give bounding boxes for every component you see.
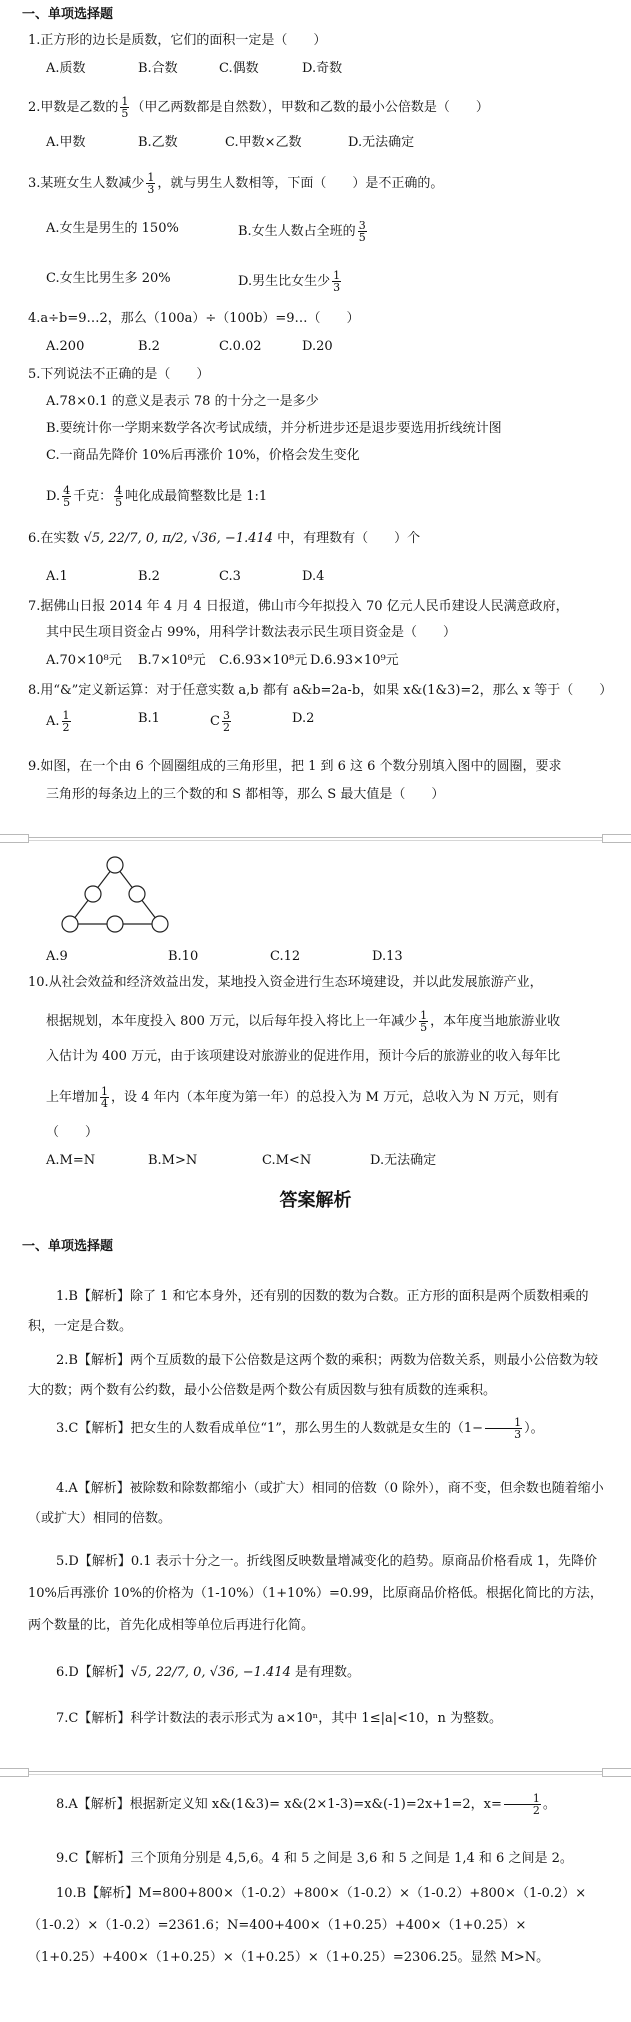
q1-option-d: D.奇数	[302, 61, 343, 76]
circle-node	[62, 916, 78, 932]
fraction: $\frac{1}{5}$	[121, 95, 129, 120]
q2-option-d: D.无法确定	[348, 135, 415, 150]
q2-option-a: A.甲数	[46, 135, 86, 150]
answer-title: 答案解析	[279, 1190, 352, 1211]
q6-option-d: D.4	[302, 569, 325, 584]
question-1: 1.正方形的边长是质数，它们的面积一定是（ ）	[28, 33, 327, 48]
q8-option-a: A. $\frac{1}{2}$	[46, 709, 70, 734]
q4-option-a: A.200	[46, 339, 85, 354]
q7-option-c: C.6.93×10⁸元	[219, 653, 308, 668]
page-break	[0, 834, 631, 842]
q4-option-c: C.0.02	[219, 339, 262, 354]
question-10-line-4: 上年增加 $\frac{1}{4}$ ，设 4 年内（本年度为第一年）的总投入为 M 万元，总收入为 N 万元，则有	[46, 1085, 559, 1110]
question-10-line-3: 入估计为 400 万元，由于该项建设对旅游业的促进作用，预计今后的旅游业的收入每年比	[46, 1049, 561, 1064]
question-5: 5.下列说法不正确的是（ ）	[28, 367, 210, 382]
answer-4: 4.A【解析】被除数和除数都缩小（或扩大）相同的倍数（0 除外），商不变，但余数也随着缩小（或扩大）相同的倍数。	[28, 1481, 604, 1526]
question-9-line-2: 三角形的每条边上的三个数的和 S 都相等，那么 S 最大值是（ ）	[46, 787, 445, 802]
circle-node	[107, 916, 123, 932]
answer-10: 10.B【解析】M=800+800×（1-0.2）+800×（1-0.2）×（1-0.2）+800×（1-0.2）×（1-0.2）×（1-0.2）=2361.6；N=400+400×（1+0.25）+400×（1+0.25）×（1+0.25）+400×（1+0.25）×（1+0.25）×（1+0.25）=2306.25。显然 M>N。	[28, 1886, 587, 1965]
answer-2: 2.B【解析】两个互质数的最下公倍数是这两个数的乘积；两数为倍数关系，则最小公倍数为较大的数；两个数有公约数，最小公倍数是两个数公有质因数与独有质数的连乘积。	[28, 1353, 598, 1398]
q3-option-a: A.女生是男生的 150%	[46, 221, 179, 236]
q8-option-d: D.2	[292, 711, 315, 726]
answer-9: 9.C【解析】三个顶角分别是 4,5,6。4 和 5 之间是 3,6 和 5 之间是 1,4 和 6 之间是 2。	[56, 1851, 573, 1866]
circle-node	[107, 857, 123, 873]
q3-option-d: D.男生比女生少 $\frac{1}{3}$	[238, 269, 341, 294]
fraction: $\frac{3}{2}$	[222, 709, 230, 734]
q3-option-b: B.女生人数占全班的 $\frac{3}{5}$	[238, 219, 366, 244]
question-8: 8.用“&”定义新运算：对于任意实数 a,b 都有 a&b=2a-b，如果 x&(1&3)=2，那么 x 等于（ ）	[28, 683, 613, 698]
q2-option-c: C.甲数×乙数	[225, 135, 302, 150]
question-9-line-1: 9.如图，在一个由 6 个圆圈组成的三角形里，把 1 到 6 这 6 个数分别填入图中的圆圈，要求	[28, 759, 562, 774]
fraction: $\frac{1}{3}$	[147, 171, 155, 196]
triangle-circles-figure	[60, 856, 170, 936]
q7-option-d: D.6.93×10⁹元	[310, 653, 399, 668]
question-3: 3.某班女生人数减少 $\frac{1}{3}$ ，就与男生人数相等，下面（ ）是不正确的。	[28, 171, 444, 196]
q7-option-b: B.7×10⁸元	[138, 653, 206, 668]
q1-option-c: C.偶数	[219, 61, 259, 76]
q9-option-d: D.13	[372, 949, 403, 964]
answer-7: 7.C【解析】科学计数法的表示形式为 a×10ⁿ，其中 1≤|a|<10，n 为整数。	[56, 1711, 503, 1726]
q5-option-c: C.一商品先降价 10%后再涨价 10%，价格会发生变化	[46, 448, 360, 463]
question-2: 2.甲数是乙数的 $\frac{1}{5}$ （甲乙两数都是自然数），甲数和乙数的最小公倍数是（ ）	[28, 95, 489, 120]
circle-node	[129, 886, 145, 902]
answer-section-heading: 一、单项选择题	[22, 1239, 114, 1254]
circle-node	[152, 916, 168, 932]
question-7-line-2: 其中民生项目资金占 99%，用科学计数法表示民生项目资金是（ ）	[46, 625, 457, 640]
q10-option-b: B.M>N	[148, 1153, 198, 1168]
q10-option-d: D.无法确定	[370, 1153, 437, 1168]
question-6: 6.在实数 √5, 22/7, 0, π/2, √36, −1.414 中，有理数有（ ）个	[28, 531, 421, 546]
fraction: $\frac{1}{4}$	[101, 1085, 109, 1110]
q6-option-c: C.3	[219, 569, 241, 584]
q5-option-a: A.78×0.1 的意义是表示 78 的十分之一是多少	[46, 394, 319, 409]
q1-option-b: B.合数	[138, 61, 178, 76]
q2-option-b: B.乙数	[138, 135, 178, 150]
q4-option-d: D.20	[302, 339, 333, 354]
q8-option-c: C $\frac{3}{2}$	[210, 709, 230, 734]
q7-option-a: A.70×10⁸元	[46, 653, 122, 668]
q10-option-c: C.M<N	[262, 1153, 312, 1168]
q5-option-b: B.要统计你一学期来数学各次考试成绩，并分析进步还是退步要选用折线统计图	[46, 421, 502, 436]
fraction: $\frac{4}{5}$	[63, 484, 71, 509]
question-4: 4.a÷b=9…2，那么（100a）÷（100b）=9…（ ）	[28, 311, 360, 326]
fraction: $\frac{1}{3}$	[485, 1417, 522, 1440]
q8-option-b: B.1	[138, 711, 160, 726]
q10-option-a: A.M=N	[46, 1153, 96, 1168]
q6-option-a: A.1	[46, 569, 68, 584]
answer-5: 5.D【解析】0.1 表示十分之一。折线图反映数量增减变化的趋势。原商品价格看成 1，先降价 10%后再涨价 10%的价格为（1-10%）（1+10%）=0.99，比原商品价格低。根据化简比的方法，两个数量的比，首先化成相等单位后再进行化简。	[28, 1554, 603, 1633]
q1-option-a: A.质数	[46, 61, 86, 76]
question-10-line-2: 根据规划，本年度投入 800 万元，以后每年投入将比上一年减少 $\frac{1}{5}$ ，本年度当地旅游业收	[46, 1009, 561, 1034]
answer-1: 1.B【解析】除了 1 和它本身外，还有别的因数的数为合数。正方形的面积是两个质数相乘的积，一定是合数。	[28, 1289, 589, 1334]
fraction: $\frac{1}{3}$	[333, 269, 341, 294]
answer-6: 6.D【解析】√5, 22/7, 0, √36, −1.414 是有理数。	[56, 1665, 360, 1680]
circle-node	[85, 886, 101, 902]
question-10-line-1: 10.从社会效益和经济效益出发，某地投入资金进行生态环境建设，并以此发展旅游产业，	[28, 975, 543, 990]
q9-option-b: B.10	[168, 949, 199, 964]
question-7-line-1: 7.据佛山日报 2014 年 4 月 4 日报道，佛山市今年拟投入 70 亿元人民币建设人民满意政府，	[28, 599, 569, 614]
q3-option-c: C.女生比男生多 20%	[46, 271, 171, 286]
fraction: $\frac{1}{5}$	[420, 1009, 428, 1034]
fraction: $\frac{1}{2}$	[504, 1793, 541, 1816]
q6-option-b: B.2	[138, 569, 160, 584]
page-break	[0, 1768, 631, 1776]
q9-option-c: C.12	[270, 949, 301, 964]
fraction: $\frac{4}{5}$	[115, 484, 123, 509]
real-number-list: √5, 22/7, 0, √36, −1.414	[130, 1665, 291, 1680]
answer-3: 3.C【解析】把女生的人数看成单位“1”，那么男生的人数就是女生的（1− $\frac{1}{3}$ ）。	[56, 1416, 544, 1441]
real-number-list: √5, 22/7, 0, π/2, √36, −1.414	[83, 531, 274, 546]
q5-option-d: D. $\frac{4}{5}$ 千克： $\frac{4}{5}$ 吨化成最简整数比是 1:1	[46, 484, 268, 509]
question-10-line-5: （ ）	[46, 1125, 99, 1140]
q4-option-b: B.2	[138, 339, 160, 354]
fraction: $\frac{1}{2}$	[62, 709, 70, 734]
fraction: $\frac{3}{5}$	[358, 219, 366, 244]
section-heading: 一、单项选择题	[22, 7, 114, 22]
answer-8: 8.A【解析】根据新定义知 x&(1&3)= x&(2×1-3)=x&(-1)=2x+1=2，x= $\frac{1}{2}$ 。	[56, 1792, 556, 1817]
q9-option-a: A.9	[46, 949, 68, 964]
